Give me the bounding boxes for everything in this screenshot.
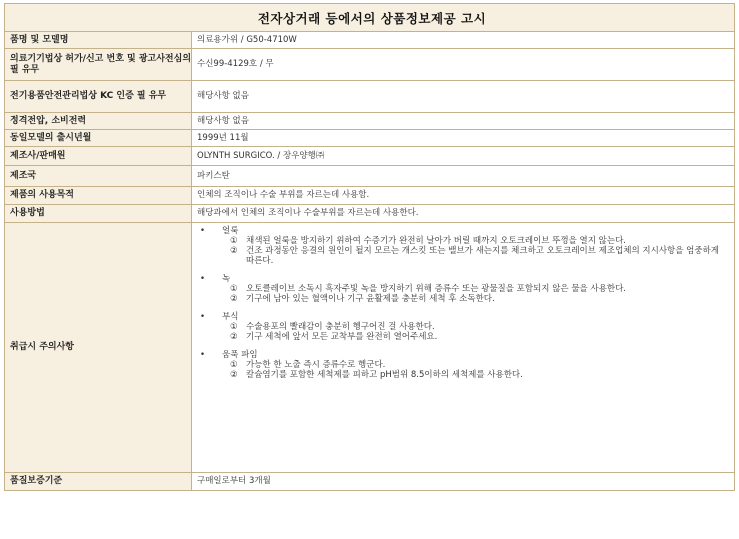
caution-section (200, 350, 734, 380)
row-value-kc-certification: 해당사항 없음 (192, 81, 735, 113)
row-label-kc-certification: 전기용품안전관리법상 KC 인증 필 유무 (5, 81, 192, 113)
caution-item-text: 기구 세척에 앞서 모든 교착부를 완전히 열어주세요. (246, 332, 438, 342)
caution-item-number: ② (230, 332, 238, 342)
product-info-table (4, 3, 735, 491)
caution-item-text: 가능한 한 노출 즉시 증류수로 헹군다. (246, 360, 386, 370)
caution-section (200, 274, 734, 304)
caution-heading (200, 312, 734, 322)
row-value-warranty: 구매일로부터 3개월 (192, 473, 735, 491)
row-label-release-date: 동일모델의 출시년월 (5, 130, 192, 147)
caution-item-text: 수술용포의 빨래감이 충분히 헹구어진 걸 사용한다. (246, 322, 435, 332)
caution-heading-text: 움푹 파임 (222, 350, 258, 360)
caution-item (200, 246, 734, 266)
bullet-icon: • (200, 350, 206, 360)
table-row (5, 32, 735, 49)
row-value-cautions (192, 223, 735, 473)
row-label-cautions: 취급시 주의사항 (5, 223, 192, 473)
table-row (5, 166, 735, 187)
caution-item-number: ① (230, 236, 238, 246)
caution-item-number: ② (230, 246, 238, 256)
caution-heading (200, 350, 734, 360)
row-label-purpose: 제품의 사용목적 (5, 187, 192, 205)
row-label-product-name: 품명 및 모델명 (5, 32, 192, 49)
table-row (5, 187, 735, 205)
caution-item (200, 370, 734, 380)
caution-item (200, 236, 734, 246)
row-value-country: 파키스탄 (192, 166, 735, 187)
caution-item-number: ① (230, 322, 238, 332)
table-row (5, 113, 735, 130)
table-row (5, 473, 735, 491)
caution-item-text: 채색된 얼룩을 방지하기 위하여 수증기가 완전히 날아가 버릴 때까지 오토크레이브 뚜껑을 열지 않는다. (246, 236, 626, 246)
table-row (5, 205, 735, 223)
caution-item-number: ① (230, 360, 238, 370)
caution-heading (200, 226, 734, 236)
caution-item (200, 360, 734, 370)
row-value-usage: 해당과에서 인체의 조직이나 수술부위를 자르는데 사용한다. (192, 205, 735, 223)
caution-item-number: ① (230, 284, 238, 294)
bullet-icon: • (200, 312, 206, 322)
row-label-country: 제조국 (5, 166, 192, 187)
row-value-rated-voltage: 해당사항 없음 (192, 113, 735, 130)
caution-heading (200, 274, 734, 284)
product-info-notice (4, 3, 734, 491)
table-row (5, 223, 735, 473)
caution-item-number: ② (230, 294, 238, 304)
bullet-icon: • (200, 226, 206, 236)
table-row (5, 49, 735, 81)
caution-item (200, 284, 734, 294)
row-value-product-name: 의료용가위 / G50-4710W (192, 32, 735, 49)
table-row (5, 147, 735, 166)
caution-heading-text: 얼룩 (222, 226, 239, 236)
caution-item-text: 칼슘염기를 포함한 세척제를 피하고 pH범위 8.5이하의 세척제를 사용한다. (246, 370, 523, 380)
row-value-manufacturer: OLYNTH SURGICO. / 장우양행㈜ (192, 147, 735, 166)
caution-item (200, 322, 734, 332)
title-row (5, 4, 735, 32)
notice-title: 전자상거래 등에서의 상품정보제공 고시 (5, 4, 735, 32)
row-label-warranty: 품질보증기준 (5, 473, 192, 491)
caution-heading-text: 부식 (222, 312, 239, 322)
caution-item (200, 332, 734, 342)
caution-section (200, 312, 734, 342)
caution-item-text: 건조 과정동안 응결의 원인이 될지 모르는 개스킷 또는 밸브가 새는지를 체크하고 오토크레이브 제조업체의 지시사항을 엄중하게 따른다. (246, 246, 720, 266)
caution-item-text: 오토클레이브 소독시 흑자주빛 녹을 방지하기 위해 증류수 또는 광물질을 포함되지 않은 물을 사용한다. (246, 284, 626, 294)
caution-item-text: 기구에 남아 있는 혈액이나 기구 윤활제를 충분히 세척 후 소독한다. (246, 294, 495, 304)
caution-list (200, 226, 734, 380)
row-label-usage: 사용방법 (5, 205, 192, 223)
table-row (5, 130, 735, 147)
caution-section (200, 226, 734, 266)
caution-item (200, 294, 734, 304)
row-label-permit-number: 의료기기법상 허가/신고 번호 및 광고사전심의필 유무 (5, 49, 192, 81)
caution-item-number: ② (230, 370, 238, 380)
bullet-icon: • (200, 274, 206, 284)
row-label-rated-voltage: 정격전압, 소비전력 (5, 113, 192, 130)
row-value-release-date: 1999년 11월 (192, 130, 735, 147)
row-label-manufacturer: 제조사/판매원 (5, 147, 192, 166)
table-row (5, 81, 735, 113)
row-value-purpose: 인체의 조직이나 수술 부위를 자르는데 사용함. (192, 187, 735, 205)
caution-heading-text: 녹 (222, 274, 231, 284)
row-value-permit-number: 수신99-4129호 / 무 (192, 49, 735, 81)
